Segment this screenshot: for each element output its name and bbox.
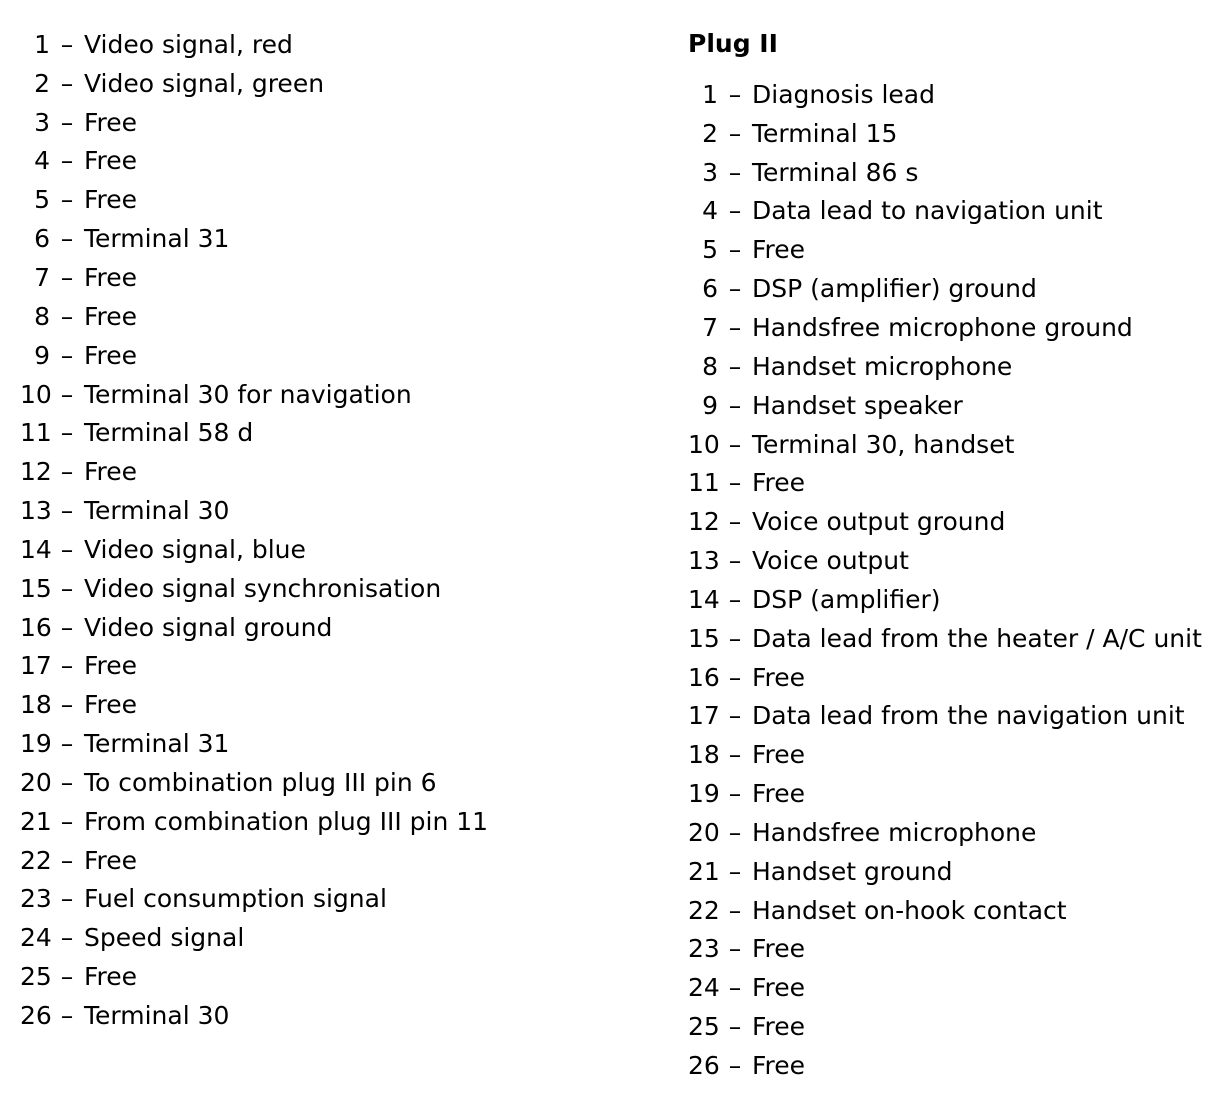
pin-number: 7 xyxy=(702,312,718,342)
pin-separator: – xyxy=(60,301,74,331)
pin-number: 1 xyxy=(34,29,50,59)
pin-separator: – xyxy=(728,274,742,304)
pin-row xyxy=(20,608,488,647)
pin-label: Free xyxy=(84,651,138,681)
pin-row xyxy=(20,685,488,724)
pin-row xyxy=(688,1007,1202,1046)
pin-label: Free xyxy=(752,934,806,964)
pin-separator: – xyxy=(728,701,742,731)
pin-number: 5 xyxy=(702,235,718,265)
pin-separator: – xyxy=(728,196,742,226)
pin-separator: – xyxy=(728,779,742,809)
pin-row xyxy=(688,308,1202,347)
pin-label: Free xyxy=(84,845,138,875)
pin-separator: – xyxy=(60,224,74,254)
pin-separator: – xyxy=(60,146,74,176)
pin-number: 22 xyxy=(20,845,52,875)
pin-row xyxy=(20,219,488,258)
pin-row xyxy=(688,968,1202,1007)
pin-row xyxy=(688,658,1202,697)
pin-number: 23 xyxy=(20,884,52,914)
pin-number: 1 xyxy=(702,79,718,109)
pin-label: Handset on-hook contact xyxy=(752,895,1067,925)
pin-separator: – xyxy=(60,1001,74,1031)
pin-row xyxy=(20,375,488,414)
pin-label: Terminal 30, handset xyxy=(752,429,1015,459)
pin-number: 18 xyxy=(20,690,52,720)
pin-label: Free xyxy=(84,690,138,720)
pin-number: 24 xyxy=(688,973,720,1003)
pin-row xyxy=(20,724,488,763)
pin-number: 4 xyxy=(702,196,718,226)
pin-label: To combination plug III pin 6 xyxy=(84,767,437,797)
pin-row xyxy=(688,153,1202,192)
pin-label: Free xyxy=(84,340,138,370)
pin-number: 4 xyxy=(34,146,50,176)
pin-label: Terminal 58 d xyxy=(84,418,254,448)
pin-separator: – xyxy=(60,418,74,448)
pin-row xyxy=(688,697,1202,736)
pin-label: Free xyxy=(84,301,138,331)
pin-label: Terminal 31 xyxy=(84,224,230,254)
pin-row xyxy=(688,1046,1202,1085)
left-pin-column xyxy=(20,25,488,1035)
pin-number: 10 xyxy=(688,429,720,459)
pin-label: DSP (amplifier) ground xyxy=(752,274,1037,304)
pin-number: 10 xyxy=(20,379,52,409)
pin-label: Free xyxy=(84,962,138,992)
pin-label: Terminal 15 xyxy=(752,118,898,148)
pin-row xyxy=(20,996,488,1035)
pin-separator: – xyxy=(60,729,74,759)
pin-separator: – xyxy=(728,584,742,614)
pin-row xyxy=(20,569,488,608)
pin-separator: – xyxy=(60,68,74,98)
pin-separator: – xyxy=(60,107,74,137)
pin-row xyxy=(688,541,1202,580)
pin-label: Free xyxy=(752,468,806,498)
pin-row xyxy=(688,502,1202,541)
pin-row xyxy=(20,763,488,802)
pin-label: Free xyxy=(752,235,806,265)
pin-row xyxy=(20,802,488,841)
pin-row xyxy=(20,142,488,181)
pin-label: Data lead from the heater / A/C unit xyxy=(752,623,1202,653)
pin-separator: – xyxy=(60,262,74,292)
pin-label: Video signal ground xyxy=(84,612,333,642)
pin-separator: – xyxy=(728,817,742,847)
pin-row xyxy=(20,258,488,297)
pin-separator: – xyxy=(728,312,742,342)
pin-number: 17 xyxy=(688,701,720,731)
pin-label: Terminal 30 for navigation xyxy=(84,379,412,409)
pin-number: 20 xyxy=(688,817,720,847)
pin-row xyxy=(688,192,1202,231)
pin-label: Free xyxy=(752,779,806,809)
pin-number: 16 xyxy=(688,662,720,692)
pin-separator: – xyxy=(728,390,742,420)
pin-separator: – xyxy=(60,884,74,914)
pin-row xyxy=(20,413,488,452)
pin-separator: – xyxy=(728,934,742,964)
pin-separator: – xyxy=(60,845,74,875)
pin-separator: – xyxy=(728,973,742,1003)
pin-label: Handsfree microphone xyxy=(752,817,1037,847)
pin-number: 12 xyxy=(688,507,720,537)
pin-number: 11 xyxy=(688,468,720,498)
pin-number: 15 xyxy=(688,623,720,653)
pin-row xyxy=(688,75,1202,114)
pin-label: Video signal, blue xyxy=(84,534,306,564)
pin-separator: – xyxy=(728,235,742,265)
pin-row xyxy=(688,891,1202,930)
pin-separator: – xyxy=(728,740,742,770)
pin-label: Free xyxy=(752,662,806,692)
pin-label: Data lead from the navigation unit xyxy=(752,701,1185,731)
pin-number: 7 xyxy=(34,262,50,292)
pin-label: Free xyxy=(84,146,138,176)
pin-separator: – xyxy=(60,185,74,215)
pin-separator: – xyxy=(728,856,742,886)
pin-number: 13 xyxy=(688,546,720,576)
pin-number: 5 xyxy=(34,185,50,215)
pin-label: From combination plug III pin 11 xyxy=(84,806,489,836)
pin-row xyxy=(20,491,488,530)
pin-row xyxy=(688,930,1202,969)
pin-label: Free xyxy=(752,740,806,770)
pin-number: 26 xyxy=(20,1001,52,1031)
pin-row xyxy=(688,774,1202,813)
pin-label: Video signal synchronisation xyxy=(84,573,442,603)
pin-label: Fuel consumption signal xyxy=(84,884,387,914)
pin-separator: – xyxy=(728,118,742,148)
pin-separator: – xyxy=(60,923,74,953)
pin-separator: – xyxy=(60,29,74,59)
pin-separator: – xyxy=(728,623,742,653)
pin-number: 3 xyxy=(34,107,50,137)
pin-label: Free xyxy=(84,185,138,215)
pin-label: DSP (amplifier) xyxy=(752,584,941,614)
pin-label: Handsfree microphone ground xyxy=(752,312,1133,342)
pin-row xyxy=(20,336,488,375)
pin-row xyxy=(688,619,1202,658)
pin-label: Terminal 31 xyxy=(84,729,230,759)
pin-row xyxy=(20,918,488,957)
pin-number: 6 xyxy=(702,274,718,304)
pin-row xyxy=(20,880,488,919)
pin-label: Handset microphone xyxy=(752,351,1013,381)
pin-row xyxy=(20,452,488,491)
pin-row xyxy=(688,269,1202,308)
pin-row xyxy=(688,735,1202,774)
pin-number: 26 xyxy=(688,1051,720,1081)
plug-ii-title: Plug II xyxy=(688,29,778,58)
pin-number: 6 xyxy=(34,224,50,254)
pin-label: Diagnosis lead xyxy=(752,79,935,109)
pin-separator: – xyxy=(60,496,74,526)
pin-number: 21 xyxy=(20,806,52,836)
pin-separator: – xyxy=(60,651,74,681)
pin-separator: – xyxy=(60,612,74,642)
left-pin-list xyxy=(20,25,488,1035)
pin-number: 18 xyxy=(688,740,720,770)
pin-number: 15 xyxy=(20,573,52,603)
pin-label: Voice output ground xyxy=(752,507,1006,537)
pin-number: 8 xyxy=(702,351,718,381)
pin-separator: – xyxy=(60,379,74,409)
pin-separator: – xyxy=(60,962,74,992)
pin-row xyxy=(20,647,488,686)
pin-number: 9 xyxy=(34,340,50,370)
pin-label: Video signal, green xyxy=(84,68,325,98)
pin-number: 14 xyxy=(20,534,52,564)
pin-label: Free xyxy=(752,973,806,1003)
pin-label: Free xyxy=(752,1051,806,1081)
pin-row xyxy=(688,230,1202,269)
plug-ii-column xyxy=(688,25,1202,1085)
pin-number: 16 xyxy=(20,612,52,642)
pin-label: Free xyxy=(84,262,138,292)
pin-number: 9 xyxy=(702,390,718,420)
pin-number: 25 xyxy=(688,1012,720,1042)
pin-separator: – xyxy=(728,895,742,925)
pin-label: Voice output xyxy=(752,546,909,576)
pin-number: 20 xyxy=(20,767,52,797)
pin-number: 25 xyxy=(20,962,52,992)
pin-separator: – xyxy=(60,690,74,720)
pin-row xyxy=(688,425,1202,464)
pin-number: 14 xyxy=(688,584,720,614)
pin-number: 8 xyxy=(34,301,50,331)
pin-number: 11 xyxy=(20,418,52,448)
pin-number: 19 xyxy=(20,729,52,759)
pin-label: Handset ground xyxy=(752,856,953,886)
pin-separator: – xyxy=(60,806,74,836)
pin-number: 13 xyxy=(20,496,52,526)
plug-ii-pin-list xyxy=(688,75,1202,1085)
pin-separator: – xyxy=(728,468,742,498)
pin-row xyxy=(688,580,1202,619)
pin-row xyxy=(688,463,1202,502)
pin-row xyxy=(20,841,488,880)
pin-row xyxy=(20,957,488,996)
pin-label: Terminal 30 xyxy=(84,496,230,526)
pin-label: Free xyxy=(84,107,138,137)
pin-number: 2 xyxy=(702,118,718,148)
pin-separator: – xyxy=(60,340,74,370)
pin-label: Speed signal xyxy=(84,923,245,953)
pin-number: 23 xyxy=(688,934,720,964)
pin-separator: – xyxy=(60,767,74,797)
pin-row xyxy=(688,347,1202,386)
pin-number: 3 xyxy=(702,157,718,187)
pin-number: 21 xyxy=(688,856,720,886)
pin-separator: – xyxy=(728,1051,742,1081)
pin-separator: – xyxy=(60,573,74,603)
pin-separator: – xyxy=(728,507,742,537)
pin-row xyxy=(688,852,1202,891)
pin-label: Terminal 30 xyxy=(84,1001,230,1031)
pin-row xyxy=(20,25,488,64)
pin-separator: – xyxy=(728,662,742,692)
pin-row xyxy=(688,386,1202,425)
pin-number: 12 xyxy=(20,457,52,487)
pin-row xyxy=(688,114,1202,153)
pin-label: Free xyxy=(84,457,138,487)
pin-number: 19 xyxy=(688,779,720,809)
pin-row xyxy=(20,297,488,336)
pin-separator: – xyxy=(60,457,74,487)
pin-row xyxy=(688,813,1202,852)
pin-row xyxy=(20,180,488,219)
pin-number: 22 xyxy=(688,895,720,925)
pin-separator: – xyxy=(728,1012,742,1042)
pin-separator: – xyxy=(728,429,742,459)
pin-separator: – xyxy=(728,157,742,187)
pin-row xyxy=(20,64,488,103)
pin-separator: – xyxy=(728,351,742,381)
pin-number: 24 xyxy=(20,923,52,953)
pin-row xyxy=(20,103,488,142)
pin-row xyxy=(20,530,488,569)
pin-label: Free xyxy=(752,1012,806,1042)
pin-separator: – xyxy=(60,534,74,564)
pin-label: Video signal, red xyxy=(84,29,293,59)
pin-separator: – xyxy=(728,546,742,576)
pin-number: 17 xyxy=(20,651,52,681)
pin-label: Terminal 86 s xyxy=(752,157,919,187)
pin-separator: – xyxy=(728,79,742,109)
pin-number: 2 xyxy=(34,68,50,98)
pin-label: Data lead to navigation unit xyxy=(752,196,1103,226)
pin-label: Handset speaker xyxy=(752,390,963,420)
